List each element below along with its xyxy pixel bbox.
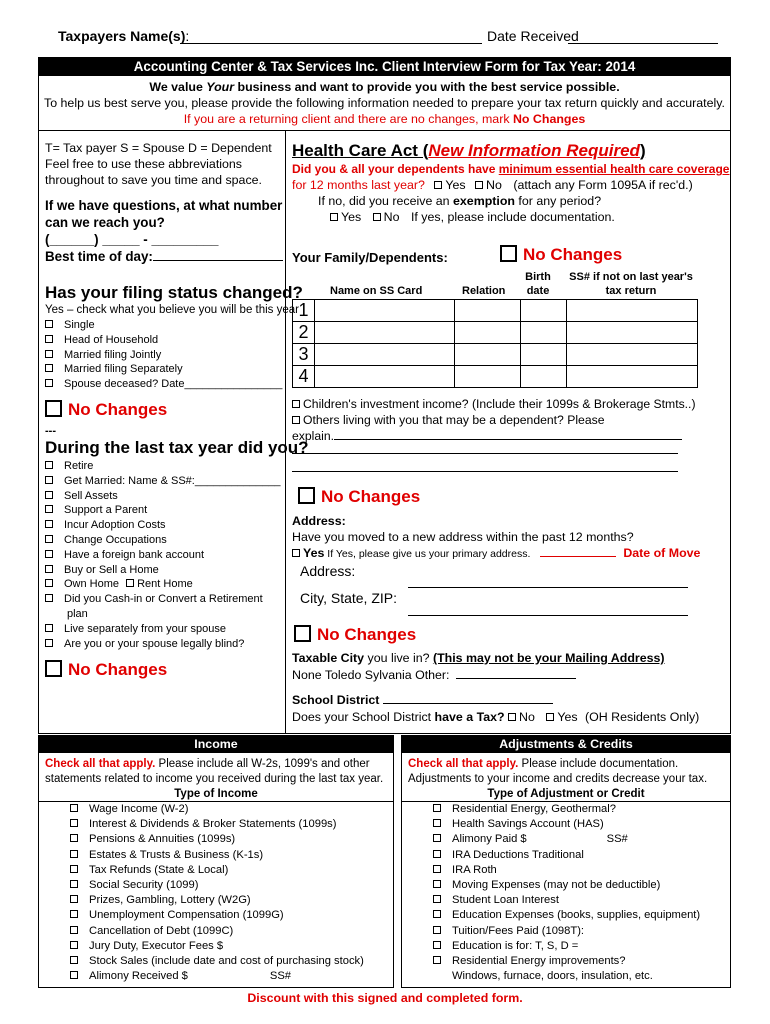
event-option[interactable]: Sell Assets — [45, 489, 280, 504]
checkbox-icon[interactable] — [508, 713, 516, 721]
row-number: 3 — [293, 344, 315, 366]
col-name-header: Name on SS Card — [330, 285, 423, 297]
address-input[interactable] — [408, 578, 688, 588]
family-dependents-label: Your Family/Dependents: — [292, 250, 448, 265]
filing-option[interactable]: Married filing Separately — [45, 362, 280, 377]
hca-question-3: If no, did you receive an exemption for any period? — [318, 194, 602, 208]
dependent-name-cell[interactable] — [315, 366, 455, 388]
checkbox-icon — [433, 865, 441, 873]
filing-option[interactable]: Single — [45, 318, 280, 333]
checkbox-icon — [45, 364, 53, 372]
checkbox-icon — [292, 400, 300, 408]
checkbox-icon — [45, 320, 53, 328]
filing-status-title: Has your filing status changed? — [45, 283, 303, 302]
checkbox-icon — [45, 505, 53, 513]
no-changes-events[interactable]: No Changes — [45, 660, 167, 680]
table-row — [293, 322, 698, 344]
checkbox-icon — [433, 834, 441, 842]
during-year-title: During the last tax year did you? — [45, 438, 309, 457]
city-input[interactable] — [408, 606, 688, 616]
dependents-table — [292, 299, 698, 388]
date-received-field[interactable] — [568, 32, 718, 44]
filing-option[interactable]: Married filing Jointly — [45, 348, 280, 363]
table-row — [293, 366, 698, 388]
dependent-relation-cell[interactable] — [455, 300, 521, 322]
checkbox-icon[interactable] — [330, 213, 338, 221]
taxable-city-question: Taxable City you live in? (This may not be your Mailing Address) — [292, 651, 665, 665]
checkbox-icon — [45, 461, 53, 469]
school-district-field[interactable] — [383, 694, 553, 704]
checkbox-icon — [433, 910, 441, 918]
income-option[interactable]: Social Security (1099) — [70, 878, 390, 893]
checkbox-icon — [70, 956, 78, 964]
income-option[interactable]: Unemployment Compensation (1099G) — [70, 908, 390, 923]
checkbox-icon — [70, 819, 78, 827]
adjustment-option[interactable]: Education Expenses (books, supplies, equipment) — [433, 908, 729, 923]
adjustments-instructions: Check all that apply. Please include documentation. Adjustments to your income and credits decrease your tax. — [408, 758, 708, 785]
dependent-ss-cell[interactable] — [567, 344, 698, 366]
other-dependents: Children's investment income? (Include their 1099s & Brokerage Stmts..) Others living with you that may be a dependent? Please explain. — [292, 397, 696, 443]
income-option[interactable]: Alimony Received $ SS# — [70, 969, 390, 984]
col-birth-header: Birth date — [525, 271, 551, 297]
school-district-row: School District — [292, 693, 553, 707]
income-type-header: Type of Income — [174, 788, 258, 800]
event-option[interactable]: Support a Parent — [45, 503, 280, 518]
checkbox-icon — [298, 487, 315, 504]
column-divider — [285, 130, 286, 734]
filing-option[interactable]: Head of Household — [45, 333, 280, 348]
checkbox-icon — [500, 245, 517, 262]
checkbox-icon — [45, 535, 53, 543]
checkbox-icon — [433, 941, 441, 949]
checkbox-icon — [292, 416, 300, 424]
explain-line-3[interactable] — [292, 462, 678, 472]
best-time-label: Best time of day: — [45, 248, 283, 265]
moved-question: Have you moved to a new address within the past 12 months? — [292, 530, 634, 544]
checkbox-icon — [433, 956, 441, 964]
dependent-birth-cell[interactable] — [521, 366, 567, 388]
no-changes-address[interactable]: No Changes — [298, 487, 420, 507]
checkbox-icon — [45, 639, 53, 647]
checkbox-icon — [45, 579, 53, 587]
adjustment-option[interactable]: IRA Roth — [433, 863, 729, 878]
checkbox-icon[interactable] — [373, 213, 381, 221]
no-changes-filing[interactable]: No Changes — [45, 400, 167, 420]
table-row — [293, 300, 698, 322]
table-row — [293, 344, 698, 366]
checkbox-icon — [70, 941, 78, 949]
intro-line-2: To help us best serve you, please provide the following information needed to prepare your tax return quickly and accurately. — [44, 96, 725, 110]
dependent-relation-cell[interactable] — [455, 344, 521, 366]
dependent-name-cell[interactable] — [315, 344, 455, 366]
event-option[interactable]: Live separately from your spouse — [45, 622, 280, 637]
explain-line-2[interactable] — [292, 444, 678, 454]
checkbox-icon — [45, 400, 62, 417]
city-options[interactable]: None Toledo Sylvania Other: — [292, 668, 576, 682]
health-care-act-title: Health Care Act (New Information Required) — [292, 141, 646, 160]
checkbox-icon — [126, 579, 134, 587]
event-option[interactable]: Have a foreign bank account — [45, 548, 280, 563]
intro-line-1: We value Your business and want to provide you with the best service possible. — [149, 80, 620, 94]
filing-option[interactable]: Spouse deceased? Date________________ — [45, 377, 280, 392]
checkbox-icon — [433, 926, 441, 934]
income-list — [70, 802, 390, 984]
income-option[interactable]: Interest & Dividends & Broker Statements (1099s) — [70, 817, 390, 832]
hca-question-1: Did you & all your dependents have minimum essential health care coverage — [292, 162, 730, 176]
checkbox-icon — [45, 335, 53, 343]
event-option[interactable]: Get Married: Name & SS#:______________ — [45, 474, 280, 489]
income-option[interactable]: Cancellation of Debt (1099C) — [70, 924, 390, 939]
dependent-birth-cell[interactable] — [521, 344, 567, 366]
adjustment-option[interactable]: Moving Expenses (may not be deductible) — [433, 878, 729, 893]
hca-question-2: for 12 months last year? Yes No (attach any Form 1095A if rec'd.) — [292, 178, 693, 192]
adjustments-list: Residential Energy, Geothermal? Health Savings Account (HAS) Alimony Paid $ SS# IRA Deductions Traditional IRA Roth Moving Expenses (may not be deductible) Student Loan Interest Education Expenses (books, supplies, equipment) Tuition/Fees Paid (1098T): Education is for: T, S, D = Residential Energy improvements? Windows, furnace, doors, insulation, etc. — [433, 802, 729, 984]
income-option[interactable]: Tax Refunds (State & Local) — [70, 863, 390, 878]
move-date-field[interactable] — [540, 547, 616, 557]
checkbox-icon[interactable] — [546, 713, 554, 721]
checkbox-icon — [433, 819, 441, 827]
checkbox-icon — [45, 550, 53, 558]
adjustment-option[interactable]: IRA Deductions Traditional — [433, 848, 729, 863]
address-field-label: Address: — [300, 563, 356, 579]
form-title: Accounting Center & Tax Services Inc. Client Interview Form for Tax Year: 2014 — [38, 57, 731, 76]
event-option[interactable]: Own Home Rent Home — [45, 577, 280, 592]
col-relation-header: Relation — [462, 285, 506, 297]
checkbox-icon — [433, 895, 441, 903]
during-year-list: Retire Get Married: Name & SS#:______________ Sell Assets Support a Parent Incur Adoption Costs Change Occupations Have a foreign bank account Buy or Sell a Home Own Home Rent Home Did you Cash-in or Convert a Retirement plan Live separately from your spouse Are you or your spouse legally blind? — [45, 459, 280, 651]
hca-question-4: Yes No If yes, please include documentation. — [330, 210, 615, 224]
adjustment-option[interactable]: Tuition/Fees Paid (1098T): — [433, 924, 729, 939]
adjustment-option[interactable]: Residential Energy, Geothermal? — [433, 802, 729, 817]
event-option[interactable]: Are you or your spouse legally blind? — [45, 637, 280, 652]
date-received-label: Date Received — [487, 28, 579, 44]
dependent-birth-cell[interactable] — [521, 322, 567, 344]
checkbox-icon — [45, 350, 53, 358]
dashes: --- — [45, 425, 56, 437]
income-option[interactable]: Wage Income (W-2) — [70, 802, 390, 817]
adjustment-option[interactable]: Education is for: T, S, D = — [433, 939, 729, 954]
dependent-ss-cell[interactable] — [567, 366, 698, 388]
checkbox-icon — [45, 379, 53, 387]
income-header: Income — [38, 735, 394, 753]
dependent-name-cell[interactable] — [315, 322, 455, 344]
income-option[interactable]: Pensions & Annuities (1099s) — [70, 832, 390, 847]
event-option[interactable]: Retire — [45, 459, 280, 474]
checkbox-icon — [45, 565, 53, 573]
city-field-label: City, State, ZIP: — [300, 590, 397, 606]
intro-line-3: If you are a returning client and there are no changes, mark No Changes — [183, 112, 586, 126]
checkbox-icon — [45, 476, 53, 484]
checkbox-icon — [70, 895, 78, 903]
checkbox-icon — [45, 520, 53, 528]
checkbox-icon — [70, 926, 78, 934]
checkbox-icon — [294, 625, 311, 642]
dependent-relation-cell[interactable] — [455, 322, 521, 344]
moved-yes-row: Yes If Yes, please give us your primary address. Date of Move — [292, 546, 700, 560]
event-option[interactable]: Change Occupations — [45, 533, 280, 548]
adjustment-option[interactable]: Health Savings Account (HAS) — [433, 817, 729, 832]
dependent-ss-cell[interactable] — [567, 322, 698, 344]
abbreviations-note: T= Tax payer S = Spouse D = Dependent Feel free to use these abbreviations throughout to save you time and space. — [45, 141, 272, 187]
dependent-birth-cell[interactable] — [521, 300, 567, 322]
income-option[interactable]: Stock Sales (include date and cost of purchasing stock) — [70, 954, 390, 969]
taxpayers-name-field[interactable] — [180, 32, 482, 44]
adjustment-option[interactable]: Student Loan Interest — [433, 893, 729, 908]
checkbox-icon — [45, 660, 62, 677]
checkbox-icon — [70, 834, 78, 842]
checkbox-icon — [433, 880, 441, 888]
dependent-ss-cell[interactable] — [567, 300, 698, 322]
checkbox-icon — [45, 491, 53, 499]
adjustments-header: Adjustments & Credits — [401, 735, 731, 753]
filing-status-sub: Yes – check what you believe you will be this year — [45, 304, 299, 316]
income-option[interactable]: Prizes, Gambling, Lottery (W2G) — [70, 893, 390, 908]
event-option[interactable]: Incur Adoption Costs — [45, 518, 280, 533]
no-changes-city[interactable]: No Changes — [294, 625, 416, 645]
row-number: 4 — [293, 366, 315, 388]
filing-status-list — [45, 318, 283, 392]
checkbox-icon — [433, 850, 441, 858]
no-changes-family[interactable]: No Changes — [500, 245, 622, 265]
adjustment-option[interactable]: Alimony Paid $ SS# — [433, 832, 729, 847]
event-option[interactable]: Did you Cash-in or Convert a Retirement — [45, 592, 280, 607]
checkbox-icon — [70, 865, 78, 873]
school-tax-question: Does your School District have a Tax? No Yes (OH Residents Only) — [292, 710, 700, 724]
income-option[interactable]: Estates & Trusts & Business (K-1s) — [70, 848, 390, 863]
checkbox-icon — [70, 971, 78, 979]
checkbox-icon — [45, 624, 53, 632]
row-number: 1 — [293, 300, 315, 322]
taxpayers-label: Taxpayers Name(s): — [58, 28, 190, 44]
contact-question: If we have questions, at what number can we reach you? (______) _____ - _________ Best time of day: — [45, 198, 283, 264]
checkbox-icon[interactable] — [475, 181, 483, 189]
income-instructions: Check all that apply. Please include all W-2s, 1099's and other statements related to income you received during the last tax year. — [45, 758, 384, 785]
header-divider — [38, 130, 731, 131]
checkbox-icon — [70, 850, 78, 858]
checkbox-icon — [70, 910, 78, 918]
discount-note: Discount with this signed and completed form. — [247, 991, 523, 1005]
col-ss-header: SS# if not on last year's tax return — [569, 271, 693, 297]
checkbox-icon[interactable] — [434, 181, 442, 189]
phone-field[interactable]: (______) _____ - _________ — [45, 232, 219, 247]
other-city-field — [456, 669, 576, 679]
checkbox-icon — [70, 880, 78, 888]
adjustments-type-header: Type of Adjustment or Credit — [487, 788, 645, 800]
checkbox-icon — [70, 804, 78, 812]
checkbox-icon — [433, 804, 441, 812]
row-number: 2 — [293, 322, 315, 344]
checkbox-icon[interactable] — [292, 549, 300, 557]
adjustment-option[interactable]: Residential Energy improvements? — [433, 954, 729, 969]
income-option[interactable]: Jury Duty, Executor Fees $ — [70, 939, 390, 954]
address-section-label: Address: — [292, 514, 346, 528]
dependent-relation-cell[interactable] — [455, 366, 521, 388]
dependent-name-cell[interactable] — [315, 300, 455, 322]
checkbox-icon — [45, 594, 53, 602]
event-option[interactable]: Buy or Sell a Home — [45, 563, 280, 578]
